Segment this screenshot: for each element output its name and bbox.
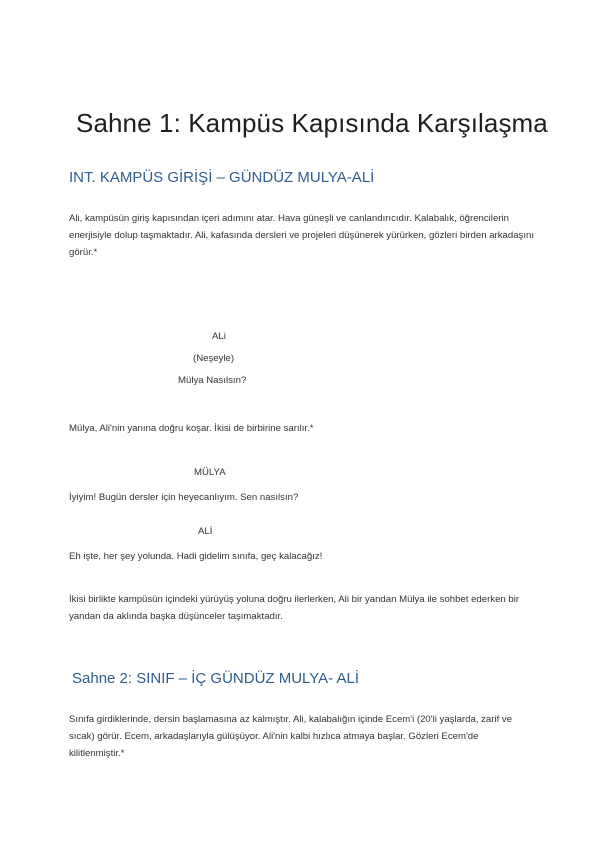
dialogue-mulya: İyiyim! Bugün dersler için heyecanlıyım. Sen nasılsın? [69,492,299,503]
character-cue-ali-2: ALİ [198,526,213,537]
scene-2-heading: Sahne 2: SINIF – İÇ GÜNDÜZ MULYA- ALİ [72,670,360,687]
page-title: Sahne 1: Kampüs Kapısında Karşılaşma [76,108,548,138]
scene-1-heading: INT. KAMPÜS GİRİŞİ – GÜNDÜZ MULYA-ALİ [69,169,375,186]
action-paragraph-3: İkisi birlikte kampüsün içindeki yürüyüş yoluna doğru ilerlerken, Ali bir yandan Mülya ile sohbet ederken bir yandan da aklında başka düşünceler taşımaktadır. [69,594,520,622]
scene-1-action-paragraph: Ali, kampüsün giriş kapısından içeri adımını atar. Hava güneşli ve canlandırıcıdır. Kalabalık, öğrencilerin enerjisiyle dolup taşmaktadır. Ali, kafasında dersleri ve projeleri düşünerek yürürken, gözleri birden arkadaşını görür.* [69,213,535,258]
scene-2-action-paragraph: Sınıfa girdiklerinde, dersin başlamasına az kalmıştır. Ali, kalabalığın içinde Ecem'i (20'li yaşlarda, zarif ve sıcak) görür. Ecem, arkadaşlarıyla gülüşüyor. Ali'nin kalbi hızlıca atmaya başlar. Gözleri Ecem'de kilitlenmiştir.* [69,714,513,759]
action-paragraph-2: Mülya, Ali'nin yanına doğru koşar. İkisi de birbirine sarılır.* [69,423,314,434]
dialogue-ali-2: Eh işte, her şey yolunda. Hadi gidelim sınıfa, geç kalacağız! [69,551,323,562]
parenthetical: (Neşeyle) [193,353,235,364]
character-cue-ali: ALi [212,331,226,342]
character-cue-mulya: MÜLYA [194,467,226,478]
dialogue-ali: Mülya Nasılsın? [178,375,247,386]
